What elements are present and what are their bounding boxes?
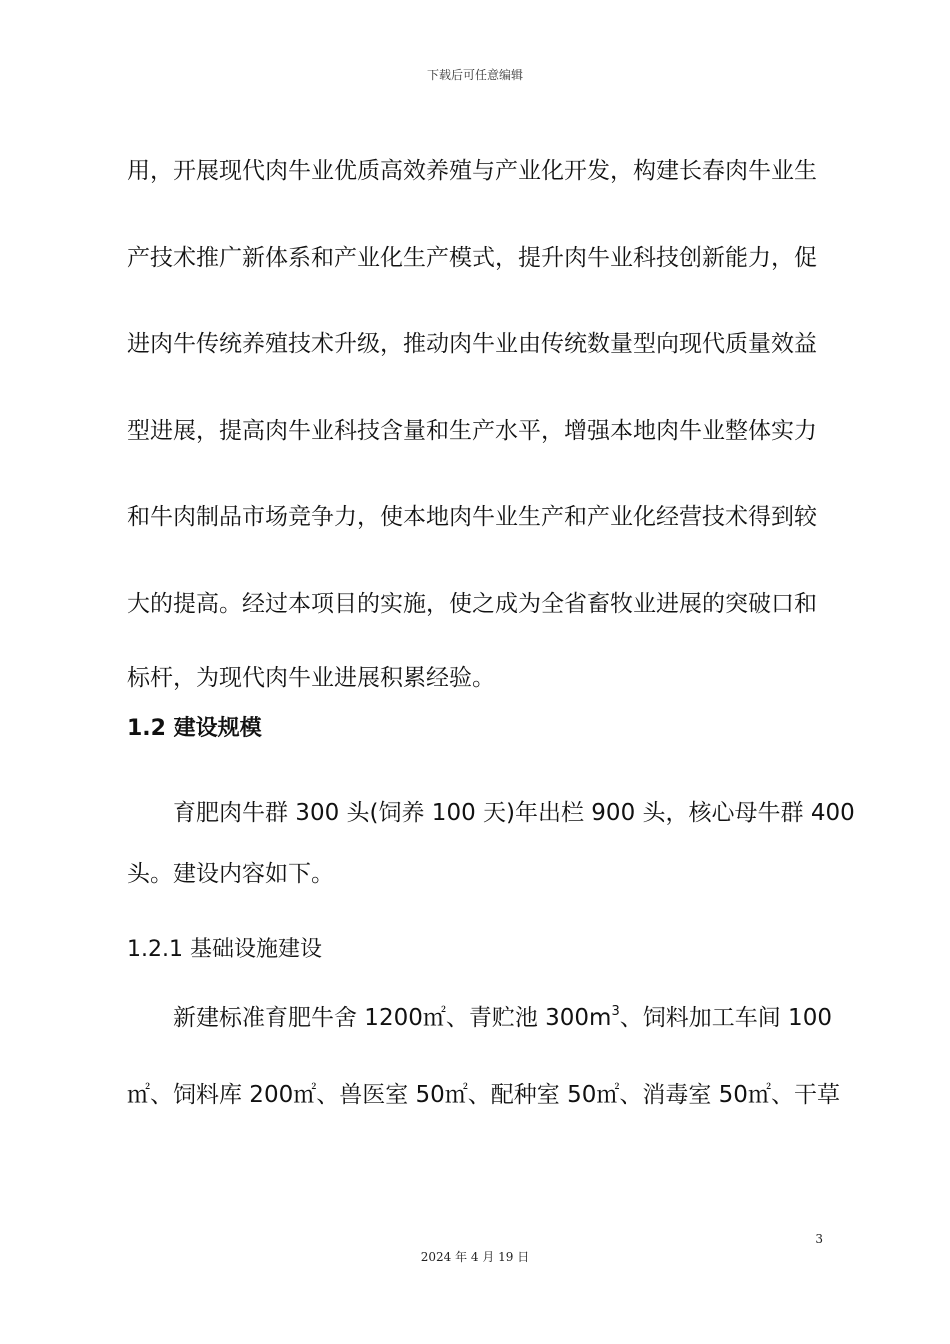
section-heading-1-2-1: 1.2.1 基础设施建设 [127,937,322,962]
document-body [127,128,855,1162]
paragraph-line: 产技术推广新体系和产业化生产模式，提升肉牛业科技创新能力，促 [127,244,817,271]
page-footer-date: 2024 年 4 月 19 日 [420,1250,530,1264]
paragraph-line: 用，开展现代肉牛业优质高效养殖与产业化开发，构建长春肉牛业生 [127,158,817,184]
paragraph-line: 标杆，为现代肉牛业进展积累经验。 [127,665,495,691]
paragraph-line: 大的提高。经过本项目的实施，使之成为全省畜牧业进展的突破口和 [127,590,817,617]
section-heading-1-2: 1.2 建设规模 [127,716,262,741]
page-number: 3 [815,1232,823,1246]
paragraph-line: 型进展，提高肉牛业科技含量和生产水平，增强本地肉牛业整体实力 [127,417,817,444]
paragraph-line: 进肉牛传统养殖技术升级，推动肉牛业由传统数量型向现代质量效益 [127,331,817,357]
paragraph-line: 育肥肉牛群 300 头(饲养 100 天)年出栏 900 头，核心母牛群 400 [173,800,855,826]
paragraph-line: 头。建设内容如下。 [127,861,334,887]
text-span: 、饲料加工车间 100 [619,1005,832,1031]
paragraph-2 [127,777,855,917]
paragraph-line: 和牛肉制品市场竞争力，使本地肉牛业生产和产业化经营技术得到较 [127,504,817,530]
text-span: 新建标准育肥牛舍 1200㎡、青贮池 300m [173,1005,612,1031]
paragraph-1 [127,128,827,709]
superscript: 3 [611,1004,620,1019]
page-header: 下载后可任意编辑 [426,68,523,82]
paragraph-3 [127,989,840,1162]
paragraph-line [127,989,832,1075]
paragraph-line: ㎡、饲料库 200㎡、兽医室 50㎡、配种室 50㎡、消毒室 50㎡、干草 [127,1082,840,1108]
